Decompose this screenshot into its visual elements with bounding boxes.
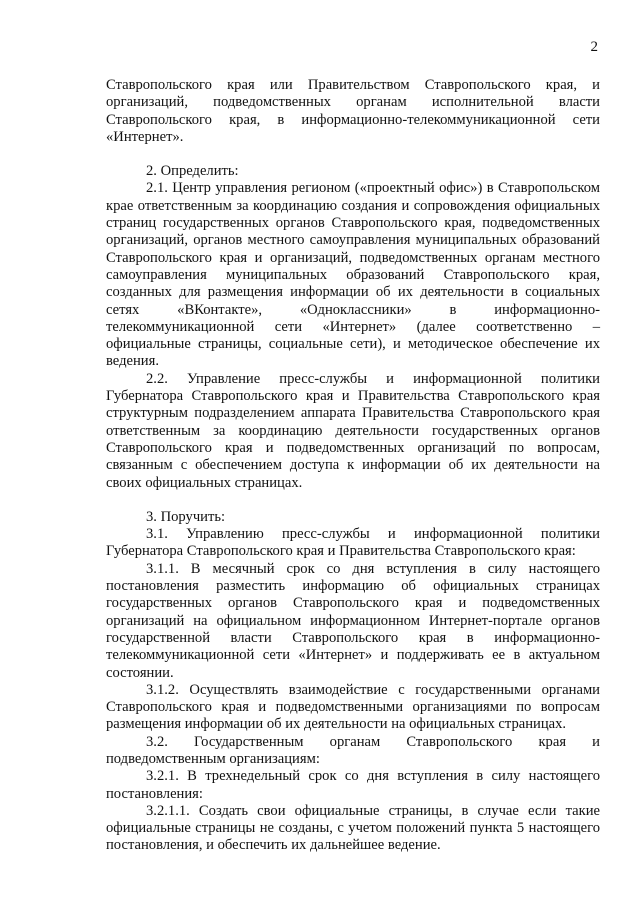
section-2-heading: 2. Определить:: [146, 163, 239, 180]
paragraph-3-1: 3.1. Управлению пресс-службы и информационной политики Губернатора Ставропольского края и Правительства Ставропольского края:: [106, 526, 600, 560]
paragraph-3-1-2: 3.1.2. Осуществлять взаимодействие с государственными органами Ставропольского края и подведомственными организациями по вопросам размещения информации об их деятельности на официальных страницах.: [106, 681, 600, 733]
page-number: 2: [590, 39, 598, 55]
paragraph-3-2: 3.2. Государственным органам Ставропольского края и подведомственным организациям:: [106, 733, 600, 767]
document-body: [106, 77, 600, 855]
paragraph-2-1: 2.1. Центр управления регионом («проектный офис») в Ставропольском крае ответственным за координацию создания и сопровождения официальных страниц государственных органов Ставропольского края, подведомственных организаций, органов местного самоуправления муниципальных образований Ставропольского края и организаций, подведомственных органам местного самоуправления муниципальных образований Ставропольского края, созданных для размещения информации об их деятельности в социальных сетях «ВКонтакте», «Одноклассники» в информационно-телекоммуникационной сети «Интернет» (далее соответственно – официальные страницы, социальные сети), и методическое обеспечение их ведения.: [106, 180, 600, 370]
paragraph-3-2-1: 3.2.1. В трехнедельный срок со дня вступления в силу настоящего постановления:: [106, 768, 600, 802]
section-3-heading: 3. Поручить:: [146, 508, 226, 525]
paragraph-3-1-1: 3.1.1. В месячный срок со дня вступления в силу настоящего постановления разместить информацию об официальных страницах государственных органов Ставропольского края и подведомственных организаций на официальном информационном Интернет-портале органов государственной власти Ставропольского края в информационно-телекоммуникационной сети «Интернет» и поддерживать ее в актуальном состоянии.: [106, 560, 600, 681]
paragraph-2-2: 2.2. Управление пресс-службы и информационной политики Губернатора Ставропольского края и Правительства Ставропольского края структурным подразделением аппарата Правительства Ставропольского края ответственным за координацию деятельности государственных органов Ставропольского края и подведомственных организаций по вопросам, связанным с обеспечением доступа к информации об их деятельности на своих официальных страницах.: [106, 370, 600, 491]
paragraph-gap: [106, 146, 600, 163]
paragraph-3-2-1-1: 3.2.1.1. Создать свои официальные страницы, в случае если такие официальные страницы не созданы, с учетом положений пункта 5 настоящего постановления, и обеспечить их дальнейшее ведение.: [106, 802, 600, 854]
paragraph-continuation: Ставропольского края или Правительством Ставропольского края, и организаций, подведомственных органам исполнительной власти Ставропольского края, в информационно-телекоммуникационной сети «Интернет».: [106, 77, 600, 145]
paragraph-gap: [106, 492, 600, 509]
